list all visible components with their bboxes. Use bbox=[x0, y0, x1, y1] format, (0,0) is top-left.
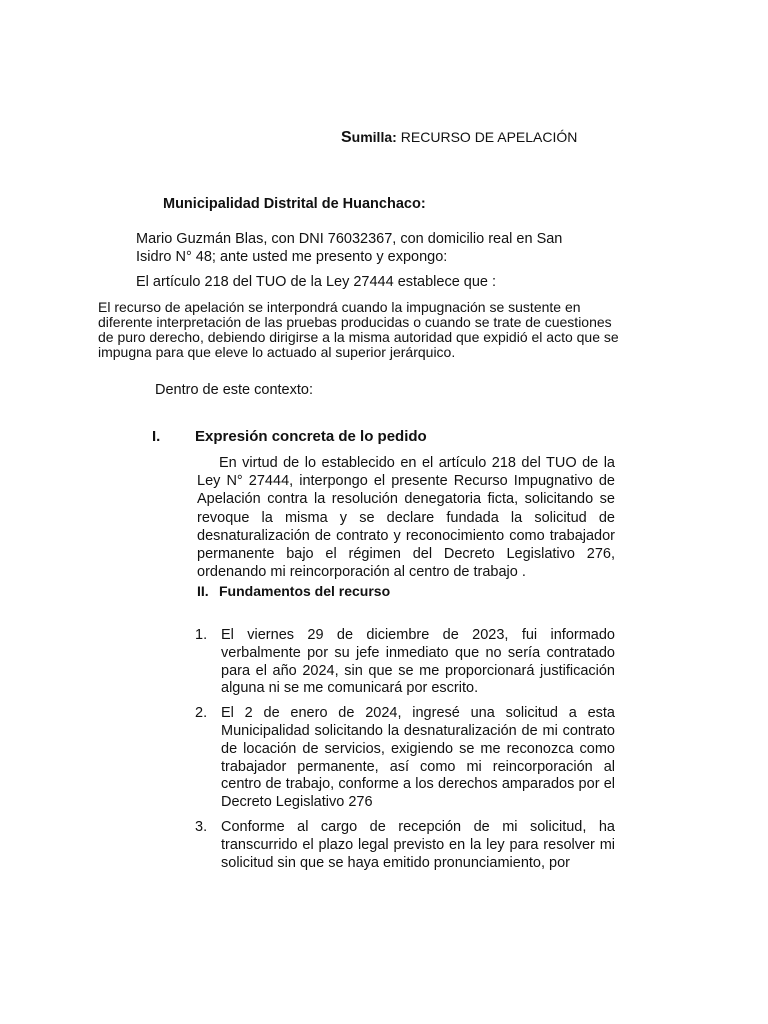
section-1-heading bbox=[152, 428, 427, 445]
context-line: Dentro de este contexto: bbox=[155, 382, 313, 398]
sumilla-label-initial: S bbox=[341, 129, 352, 146]
article-reference: El artículo 218 del TUO de la Ley 27444 establece que : bbox=[136, 274, 497, 290]
list-item bbox=[195, 627, 615, 698]
list-item-number: 2. bbox=[195, 705, 208, 722]
list-item-number: 3. bbox=[195, 818, 208, 835]
list-item-text: El viernes 29 de diciembre de 2023, fui informado verbalmente por su jefe inmediato que no sería contratado para el año 2024, sin que se me proporcionará justificación alguna ni se me comunicará por escrito. bbox=[221, 627, 615, 697]
list-item bbox=[195, 705, 615, 812]
section-1-title: Expresión concreta de lo pedido bbox=[195, 428, 427, 445]
sumilla-value: RECURSO DE APELACIÓN bbox=[400, 129, 578, 145]
list-item-text: Conforme al cargo de recepción de mi solicitud, ha transcurrido el plazo legal previsto en la ley para resolver mi solicitud sin que se haya emitido pronunciamiento, por bbox=[221, 818, 615, 871]
fundamentos-list bbox=[195, 627, 615, 879]
section-2-number: II. bbox=[197, 583, 209, 599]
addressee: Municipalidad Distrital de Huanchaco: bbox=[163, 196, 426, 212]
list-item-text: El 2 de enero de 2024, ingresé una solicitud a esta Municipalidad solicitando la desnaturalización de mi contrato de locación de servicios, exigiendo se me reconozca como trabajador permanente, así como mi reincorporación al centro de trabajo, conforme a los derechos amparados por el Decreto Legislativo 276 bbox=[221, 705, 615, 811]
quoted-article-text: El recurso de apelación se interpondrá cuando la impugnación se sustente en diferente interpretación de las pruebas producidas o cuando se trate de cuestiones de puro derecho, debiendo dirigirse a la misma autoridad que expidió el acto que se impugna para que eleve lo actuado al superior jerárquico. bbox=[98, 299, 619, 360]
section-2-heading bbox=[197, 583, 390, 599]
sumilla-label bbox=[341, 129, 397, 145]
section-1-number: I. bbox=[152, 428, 161, 445]
section-1-body bbox=[197, 454, 615, 581]
section-1-body-text: En virtud de lo establecido en el artículo 218 del TUO de la Ley N° 27444, interpongo el presente Recurso Impugnativo de Apelación contra la resolución denegatoria ficta, solicitando se revoque la misma y se declare fundada la solicitud de desnaturalización de contrato y reconocimiento como trabajador permanente bajo el régimen del Decreto Legislativo 276, ordenando mi reincorporación al centro de trabajo . bbox=[197, 455, 615, 581]
list-item-number: 1. bbox=[195, 627, 208, 643]
sumilla-line bbox=[341, 129, 577, 147]
list-item bbox=[195, 819, 615, 872]
section-2-title: Fundamentos del recurso bbox=[219, 583, 391, 599]
sumilla-label-rest: umilla: bbox=[351, 129, 397, 145]
intro-paragraph: Mario Guzmán Blas, con DNI 76032367, con domicilio real en San Isidro N° 48; ante usted me presento y expongo: bbox=[136, 231, 563, 265]
